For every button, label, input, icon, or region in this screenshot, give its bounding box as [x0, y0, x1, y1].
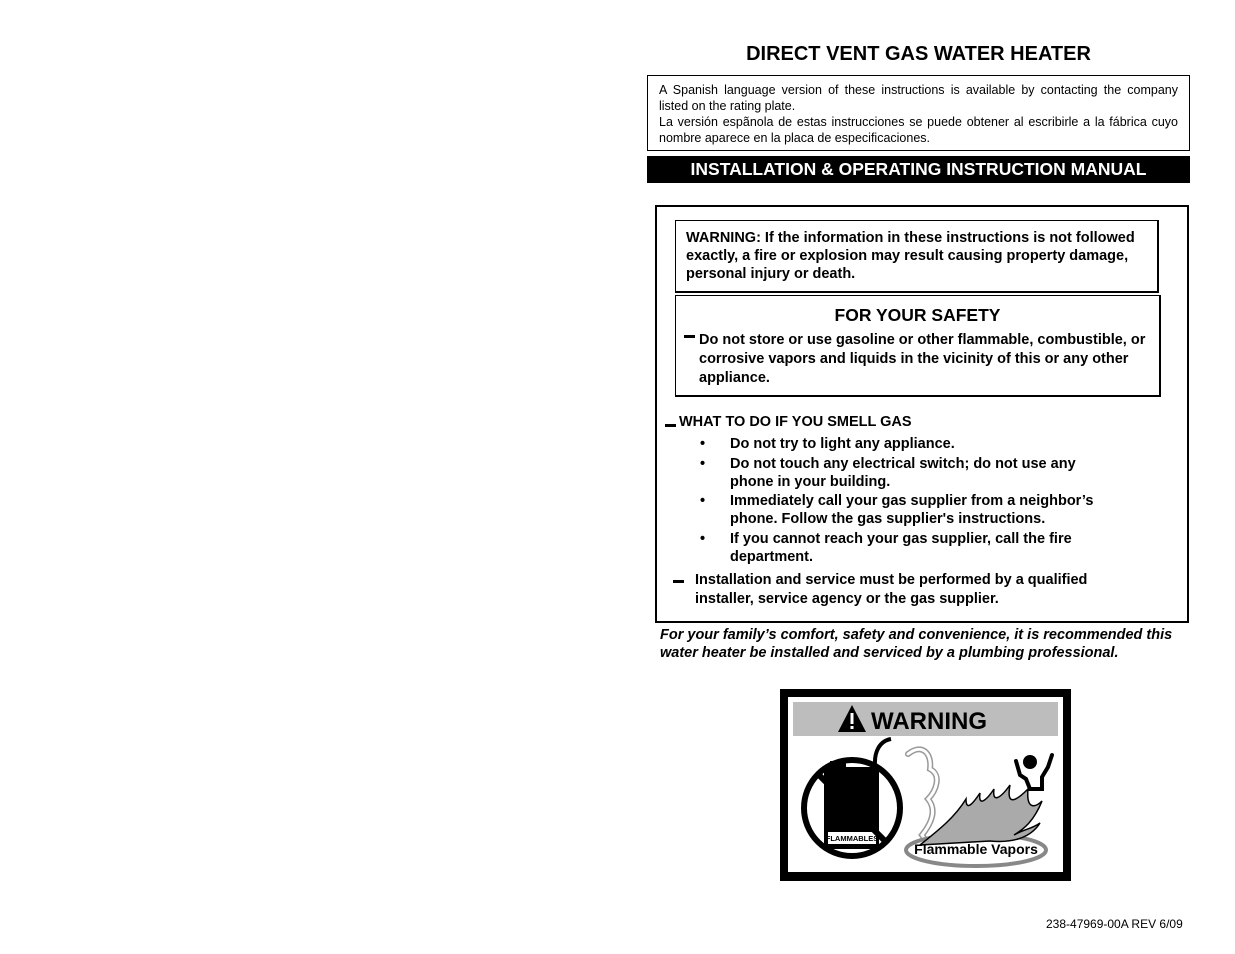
flammable-vapors-warning-graphic [780, 689, 1071, 881]
list-item: • Immediately call your gas supplier from a neighbor’s phone. Follow the gas supplier's instructions. [700, 492, 1120, 528]
list-item: • If you cannot reach your gas supplier, call the fire department. [700, 530, 1120, 566]
spanish-notice: La versión espãnola de estas instrucciones se puede obtener al escribirle a la fábrica cuyo nombre aparece en la placa de especificaciones. [659, 115, 1178, 145]
warning-text: WARNING: If the information in these instructions is not followed exactly, a fire or explosion may result causing property damage, personal injury or death. [686, 230, 1135, 282]
smell-gas-heading: WHAT TO DO IF YOU SMELL GAS [679, 414, 912, 430]
list-item: • Do not try to light any appliance. [700, 435, 1120, 453]
can-label: FLAMMABLES [825, 834, 879, 843]
warning-box [675, 220, 1159, 293]
installer-text: Installation and service must be performed by a qualified installer, service agency or the gas supplier. [695, 572, 1088, 607]
safety-title: FOR YOUR SAFETY [834, 305, 1001, 325]
dash-marker [665, 424, 676, 427]
language-notice-box [647, 75, 1190, 151]
list-item: • Do not touch any electrical switch; do not use any phone in your building. [700, 455, 1120, 491]
smell-gas-list [700, 435, 1120, 567]
family-note: For your family’s comfort, safety and convenience, it is recommended this water heater be installed and serviced by a plumbing professional. [660, 627, 1173, 661]
safety-text: Do not store or use gasoline or other flammable, combustible, or corrosive vapors and liquids in the vicinity of this or any other appliance. [699, 332, 1146, 386]
dash-marker [684, 335, 695, 338]
document-title: DIRECT VENT GAS WATER HEATER [746, 43, 1091, 65]
for-your-safety-box [675, 295, 1161, 397]
graphic-warning-text: WARNING [871, 708, 987, 735]
flammable-vapors-label: Flammable Vapors [914, 841, 1038, 857]
dash-marker [673, 580, 684, 583]
manual-title-bar: INSTALLATION & OPERATING INSTRUCTION MANUAL [647, 156, 1190, 183]
english-notice: A Spanish language version of these instructions is available by contacting the company listed on the rating plate. [659, 83, 1178, 113]
document-number: 238-47969-00A REV 6/09 [1046, 917, 1183, 931]
